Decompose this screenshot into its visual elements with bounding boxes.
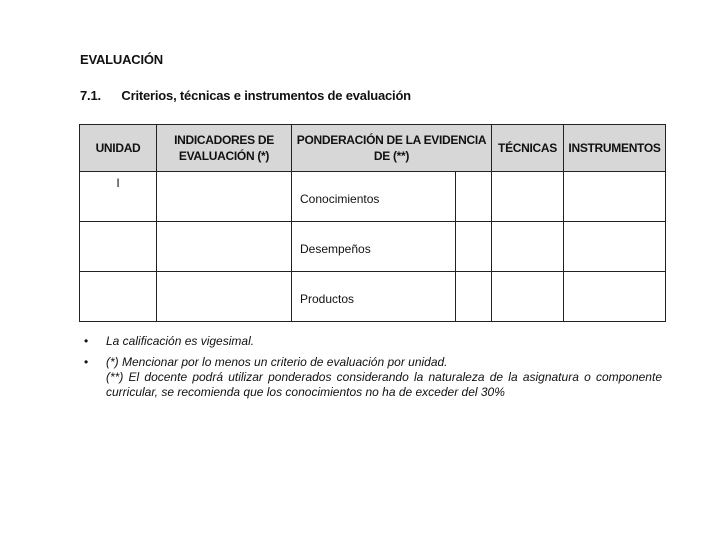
instrument-cell	[564, 172, 666, 222]
section-number: 7.1.	[80, 88, 101, 103]
instrument-cell	[564, 272, 666, 322]
table-row	[80, 222, 666, 272]
header-ponderacion-line2: DE (**)	[373, 149, 410, 163]
weight-cell	[456, 172, 492, 222]
evidence-label-cell: Productos	[292, 272, 456, 322]
section-title: Criterios, técnicas e instrumentos de evaluación	[121, 88, 411, 103]
header-indicadores-line2: EVALUACIÓN (*)	[178, 149, 270, 163]
header-indicadores	[157, 125, 292, 172]
note-text: (*) Mencionar por lo menos un criterio de evaluación por unidad.	[106, 355, 448, 369]
table-row	[80, 272, 666, 322]
indicator-cell	[157, 222, 292, 272]
header-instrumentos: INSTRUMENTOS	[564, 125, 666, 172]
list-item	[80, 355, 662, 400]
technique-cell	[492, 272, 564, 322]
instrument-cell	[564, 222, 666, 272]
weight-cell	[456, 222, 492, 272]
unit-cell	[80, 222, 157, 272]
note-text: (**) El docente podrá utilizar ponderados considerando la naturaleza de la asignatura o componente curricular, se recomienda que los conocimientos no ha de exceder del 30%	[106, 370, 662, 399]
header-ponderacion-line1: PONDERACIÓN DE LA EVIDENCIA	[296, 132, 487, 147]
bullet-icon: •	[84, 355, 89, 369]
unit-cell	[80, 272, 157, 322]
weight-cell	[456, 272, 492, 322]
header-tecnicas: TÉCNICAS	[492, 125, 564, 172]
bullet-icon: •	[84, 334, 89, 348]
unit-cell: I	[80, 172, 157, 222]
section-heading	[80, 88, 411, 103]
page-title: EVALUACIÓN	[80, 52, 163, 67]
indicator-cell	[157, 172, 292, 222]
evaluation-table	[79, 124, 666, 322]
list-item	[80, 334, 662, 349]
table-row	[80, 172, 666, 222]
header-ponderacion	[292, 125, 492, 172]
evidence-label-cell: Desempeños	[292, 222, 456, 272]
note-text: La calificación es vigesimal.	[106, 334, 255, 348]
technique-cell	[492, 222, 564, 272]
evidence-label-cell: Conocimientos	[292, 172, 456, 222]
technique-cell	[492, 172, 564, 222]
indicator-cell	[157, 272, 292, 322]
header-indicadores-line1: INDICADORES DE	[174, 132, 274, 147]
table-header-row	[80, 125, 666, 172]
header-unidad: UNIDAD	[80, 125, 157, 172]
notes-list	[80, 334, 662, 406]
